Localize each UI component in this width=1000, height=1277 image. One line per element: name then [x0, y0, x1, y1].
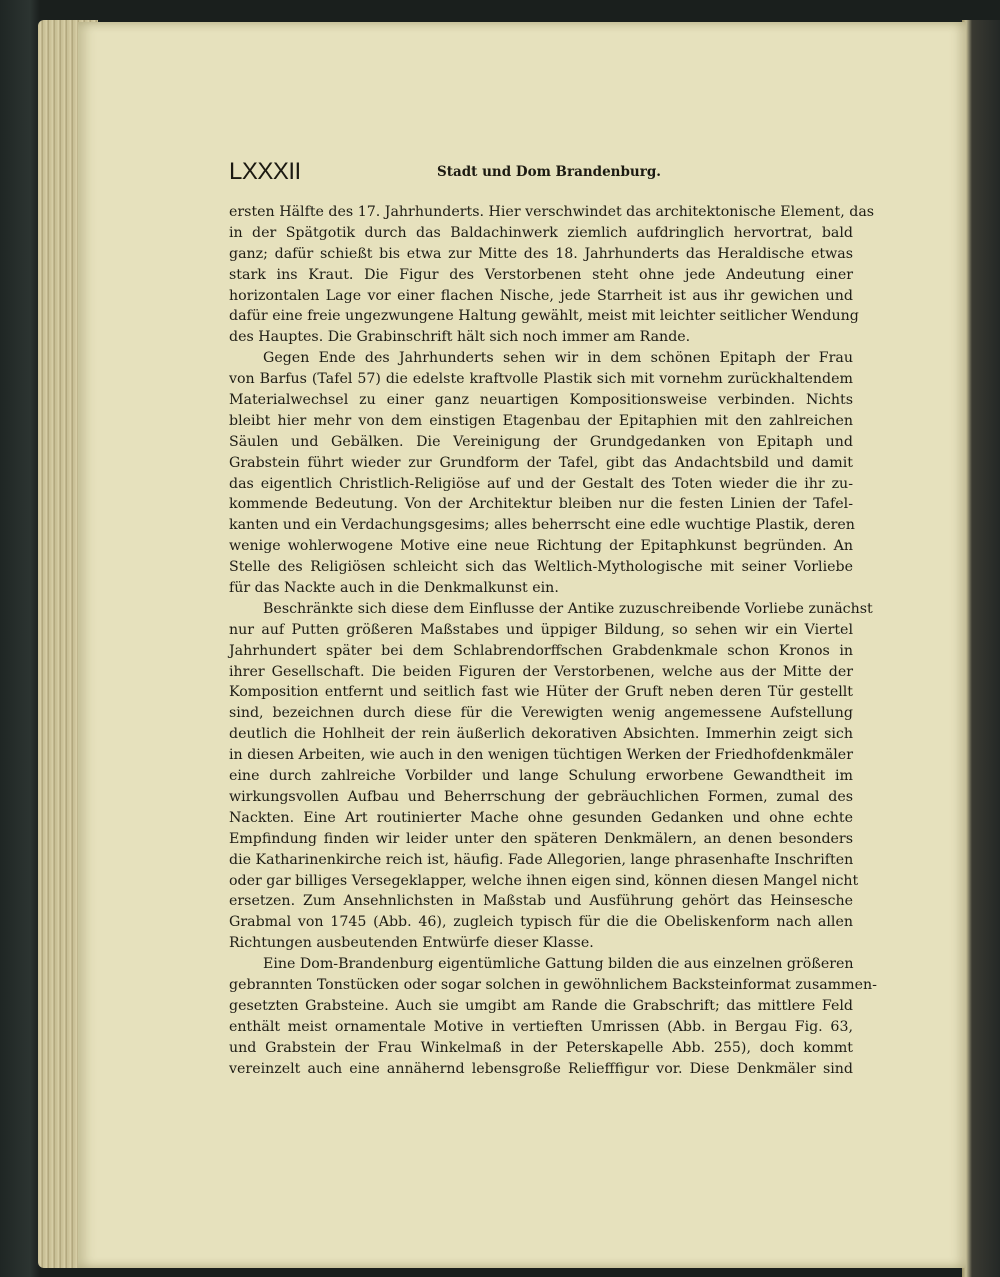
- text-line: Grabmal von 1745 (Abb. 46), zugleich typisch für die die Obeliskenform nach allen: [229, 914, 853, 931]
- text-line: für das Nackte auch in die Denkmalkunst ein.: [229, 580, 559, 597]
- text-line: und Grabstein der Frau Winkelmaß in der Peterskapelle Abb. 255), doch kommt: [229, 1039, 853, 1056]
- text-line: ihrer Gesellschaft. Die beiden Figuren der Verstorbenen, welche aus der Mitte der: [229, 663, 853, 680]
- text-line: die Katharinenkirche reich ist, häufig. Fade Allegorien, lange phrasenhafte Inschriften: [229, 851, 854, 868]
- paragraph: [229, 348, 853, 599]
- text-line: in diesen Arbeiten, wie auch in den wenigen tüchtigen Werken der Friedhofdenkmäler: [229, 747, 853, 764]
- text-line: Materialwechsel zu einer ganz neuartigen Kompositionsweise verbinden. Nichts: [229, 392, 853, 409]
- text-line: kommende Bedeutung. Von der Architektur bleiben nur die festen Linien der Tafel-: [229, 496, 853, 513]
- text-line: Jahrhundert später bei dem Schlabrendorffschen Grabdenkmale schon Kronos in: [229, 642, 853, 659]
- text-line: enthält meist ornamentale Motive in vertieften Umrissen (Abb. in Bergau Fig. 63,: [229, 1018, 853, 1035]
- text-line: Eine Dom-Brandenburg eigentümliche Gattung bilden die aus einzelnen größeren: [263, 956, 854, 973]
- text-line: wenige wohlerwogene Motive eine neue Richtung der Epitaphkunst begründen. An: [229, 538, 853, 555]
- paragraph: [229, 954, 877, 1079]
- page-header: [229, 158, 853, 188]
- text-line: sind, bezeichnen durch diese für die Verewigten wenig angemessene Aufstellung: [229, 705, 853, 722]
- text-line: in der Spätgotik durch das Baldachinwerk ziemlich aufdringlich hervortrat, bald: [229, 224, 853, 241]
- text-line: ersten Hälfte des 17. Jahrhunderts. Hier verschwindet das architektonische Element, das: [229, 204, 875, 220]
- text-line: das eigentlich Christlich-Religiöse auf und der Gestalt des Toten wieder die ihr zu-: [229, 475, 853, 492]
- text-line: gesetzten Grabsteine. Auch sie umgibt am Rande die Grabschrift; das mittlere Feld: [229, 997, 853, 1014]
- text-line: deutlich die Hohlheit der rein äußerlich dekorativen Absichten. Immerhin zeigt sich: [229, 726, 853, 743]
- text-line: wirkungsvollen Aufbau und Beherrschung der gebräuchlichen Formen, zumal des: [229, 788, 853, 805]
- page-number: LXXXII: [229, 158, 301, 185]
- text-line: ganz; dafür schießt bis etwa zur Mitte des 18. Jahrhunderts das Heraldische etwas: [229, 245, 853, 262]
- text-line: Säulen und Gebälken. Die Vereinigung der Grundgedanken von Epitaph und: [229, 433, 853, 450]
- text-line: Stelle des Religiösen schleicht sich das Weltlich-Mythologische mit seiner Vorliebe: [229, 559, 853, 576]
- text-line: des Hauptes. Die Grabinschrift hält sich noch immer am Rande.: [229, 329, 691, 346]
- paragraph: [229, 202, 875, 348]
- text-line: Richtungen ausbeutenden Entwürfe dieser Klasse.: [229, 935, 594, 952]
- text-line: eine durch zahlreiche Vorbilder und lange Schulung erworbene Gewandtheit im: [229, 768, 853, 785]
- text-line: Komposition entfernt und seitlich fast wie Hüter der Gruft neben deren Tür gestellt: [229, 684, 853, 701]
- text-line: vereinzelt auch eine annähernd lebensgroße Reliefffigur vor. Diese Denkmäler sind: [229, 1060, 853, 1077]
- text-line: oder gar billiges Versegeklapper, welche ihnen eigen sind, können diesen Mangel nicht: [229, 872, 859, 889]
- text-line: horizontalen Lage vor einer flachen Nische, jede Starrheit ist aus ihr gewichen und: [229, 287, 853, 304]
- text-line: dafür eine freie ungezwungene Haltung gewählt, meist mit leichter seitlicher Wendung: [229, 308, 859, 325]
- text-line: Nackten. Eine Art routinierter Mache ohne gesunden Gedanken und ohne echte: [229, 809, 853, 826]
- text-line: kanten und ein Verdachungsgesims; alles beherrscht eine edle wuchtige Plastik, deren: [229, 517, 855, 534]
- text-line: Grabstein führt wieder zur Grundform der Tafel, gibt das Andachtsbild und damit: [229, 454, 853, 471]
- text-line: Empfindung finden wir leider unter den späteren Denkmälern, an denen besonders: [229, 830, 853, 847]
- text-line: gebrannten Tonstücken oder sogar solchen in gewöhnlichem Backsteinformat zusammen-: [229, 976, 877, 993]
- text-line: Beschränkte sich diese dem Einflusse der Antike zuzuschreibende Vorliebe zunächst: [263, 600, 873, 617]
- running-title: Stadt und Dom Brandenburg.: [436, 164, 661, 180]
- body-text: [229, 202, 877, 1079]
- text-line: von Barfus (Tafel 57) die edelste kraftvolle Plastik sich mit vornehm zurückhaltendem: [229, 371, 853, 388]
- text-line: ersetzen. Zum Ansehnlichsten in Maßstab und Ausführung gehört das Heinsesche: [229, 893, 853, 910]
- text-line: bleibt hier mehr von dem einstigen Etagenbau der Epitaphien mit den zahlreichen: [229, 412, 853, 429]
- right-page-edge: [962, 20, 1000, 1277]
- text-line: nur auf Putten größeren Maßstabes und üppiger Bildung, so sehen wir ein Viertel: [229, 621, 853, 638]
- text-line: stark ins Kraut. Die Figur des Verstorbenen steht ohne jede Andeutung einer: [229, 266, 853, 283]
- text-line: Gegen Ende des Jahrhunderts sehen wir in dem schönen Epitaph der Frau: [263, 350, 853, 367]
- paragraph: [229, 599, 873, 954]
